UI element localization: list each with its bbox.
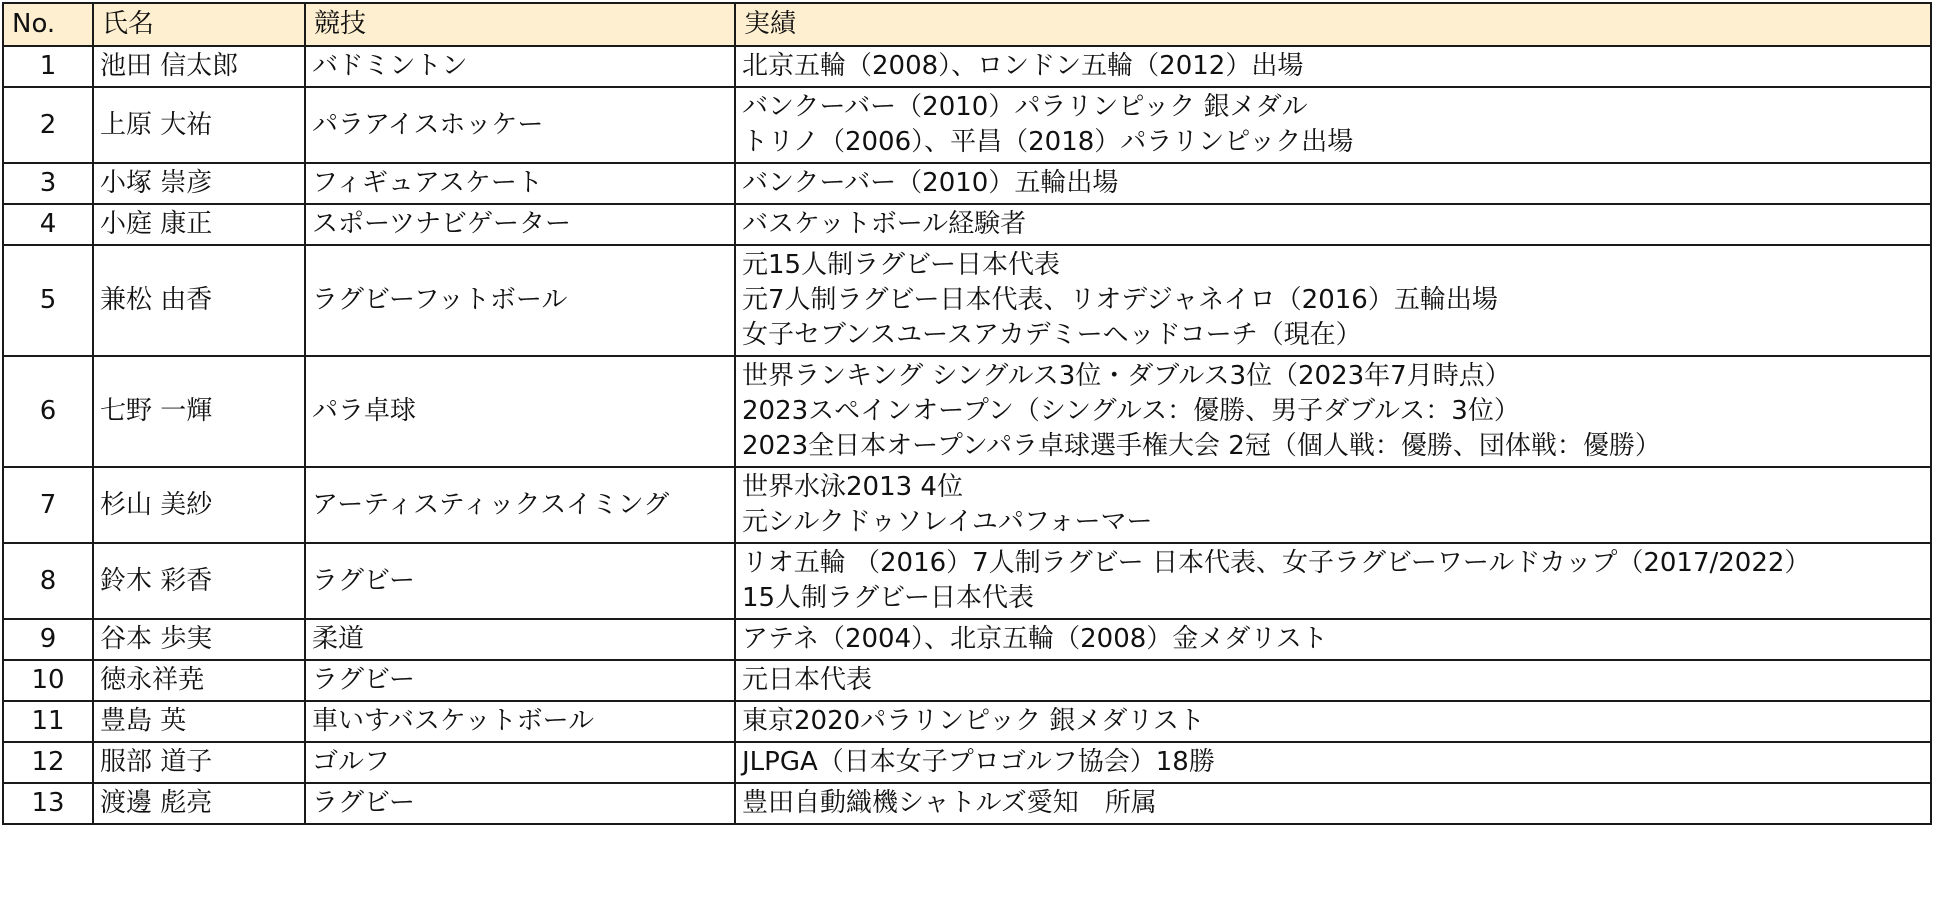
table-row xyxy=(3,245,1931,356)
header-no: No. xyxy=(3,3,93,46)
row-number: 13 xyxy=(3,783,93,824)
athlete-name: 鈴木 彩香 xyxy=(93,543,305,619)
table-row xyxy=(3,619,1931,660)
table-row xyxy=(3,467,1931,543)
achievement-line: 東京2020パラリンピック 銀メダリスト xyxy=(742,706,1205,736)
table-body xyxy=(3,46,1931,824)
athlete-name: 上原 大祐 xyxy=(93,87,305,163)
row-number: 7 xyxy=(3,467,93,543)
sport: ラグビー xyxy=(305,543,735,619)
achievements xyxy=(735,742,1931,783)
achievements xyxy=(735,245,1931,356)
achievement-line: 2023全日本オープンパラ卓球選手権大会 2冠（個人戦：優勝、団体戦：優勝） xyxy=(742,431,1661,461)
table-row xyxy=(3,701,1931,742)
achievement-line: 北京五輪（2008）、ロンドン五輪（2012）出場 xyxy=(742,51,1304,81)
achievement-line: 世界水泳2013 4位 xyxy=(742,472,963,502)
sport: アーティスティックスイミング xyxy=(305,467,735,543)
sport: ラグビーフットボール xyxy=(305,245,735,356)
row-number: 9 xyxy=(3,619,93,660)
sport: ラグビー xyxy=(305,660,735,701)
achievement-line: アテネ（2004）、北京五輪（2008）金メダリスト xyxy=(742,624,1328,654)
row-number: 1 xyxy=(3,46,93,87)
athlete-name: 七野 一輝 xyxy=(93,356,305,467)
header-sport: 競技 xyxy=(305,3,735,46)
athlete-name: 谷本 歩実 xyxy=(93,619,305,660)
achievement-line: JLPGA（日本女子プロゴルフ協会）18勝 xyxy=(742,747,1215,777)
table-row xyxy=(3,163,1931,204)
achievement-line: 2023スペインオープン（シングルス：優勝、男子ダブルス：3位） xyxy=(742,396,1520,426)
header-achievements: 実績 xyxy=(735,3,1931,46)
achievements xyxy=(735,660,1931,701)
sport: 車いすバスケットボール xyxy=(305,701,735,742)
sport: バドミントン xyxy=(305,46,735,87)
achievements xyxy=(735,87,1931,163)
header-row xyxy=(3,3,1931,46)
achievement-line: 豊田自動織機シャトルズ愛知 所属 xyxy=(742,788,1157,818)
achievement-line: 15人制ラグビー日本代表 xyxy=(742,583,1035,613)
athlete-name: 兼松 由香 xyxy=(93,245,305,356)
achievements xyxy=(735,619,1931,660)
row-number: 4 xyxy=(3,204,93,245)
row-number: 2 xyxy=(3,87,93,163)
sport: 柔道 xyxy=(305,619,735,660)
sport: ゴルフ xyxy=(305,742,735,783)
achievements xyxy=(735,783,1931,824)
achievements xyxy=(735,467,1931,543)
table-row xyxy=(3,660,1931,701)
achievement-line: バンクーバー（2010）パラリンピック 銀メダル xyxy=(742,92,1308,122)
athlete-name: 小庭 康正 xyxy=(93,204,305,245)
achievements xyxy=(735,356,1931,467)
table-row xyxy=(3,783,1931,824)
achievement-line: バンクーバー（2010）五輪出場 xyxy=(742,168,1119,198)
sport: フィギュアスケート xyxy=(305,163,735,204)
table-row xyxy=(3,204,1931,245)
achievement-line: 元15人制ラグビー日本代表 xyxy=(742,250,1061,280)
athlete-name: 小塚 崇彦 xyxy=(93,163,305,204)
row-number: 10 xyxy=(3,660,93,701)
row-number: 11 xyxy=(3,701,93,742)
achievement-line: トリノ（2006）、平昌（2018）パラリンピック出場 xyxy=(742,127,1354,157)
row-number: 3 xyxy=(3,163,93,204)
sport: パラ卓球 xyxy=(305,356,735,467)
achievement-line: 女子セブンスユースアカデミーヘッドコーチ（現在） xyxy=(742,320,1362,350)
achievements xyxy=(735,163,1931,204)
row-number: 12 xyxy=(3,742,93,783)
athlete-name: 渡邊 彪亮 xyxy=(93,783,305,824)
achievements xyxy=(735,701,1931,742)
achievements xyxy=(735,204,1931,245)
achievement-line: 元7人制ラグビー日本代表、リオデジャネイロ（2016）五輪出場 xyxy=(742,285,1498,315)
athlete-name: 服部 道子 xyxy=(93,742,305,783)
achievement-line: バスケットボール経験者 xyxy=(742,209,1027,239)
athlete-name: 池田 信太郎 xyxy=(93,46,305,87)
table-row xyxy=(3,46,1931,87)
header-name: 氏名 xyxy=(93,3,305,46)
athletes-table xyxy=(2,2,1932,825)
sport: パラアイスホッケー xyxy=(305,87,735,163)
achievement-line: 世界ランキング シングルス3位・ダブルス3位（2023年7月時点） xyxy=(742,361,1511,391)
row-number: 5 xyxy=(3,245,93,356)
sport: スポーツナビゲーター xyxy=(305,204,735,245)
row-number: 6 xyxy=(3,356,93,467)
row-number: 8 xyxy=(3,543,93,619)
table-row xyxy=(3,543,1931,619)
achievement-line: リオ五輪 （2016）7人制ラグビー 日本代表、女子ラグビーワールドカップ（2017/2022） xyxy=(742,548,1811,578)
table-row xyxy=(3,356,1931,467)
sport: ラグビー xyxy=(305,783,735,824)
athlete-name: 杉山 美紗 xyxy=(93,467,305,543)
athlete-name: 徳永祥尭 xyxy=(93,660,305,701)
achievement-line: 元シルクドゥソレイユパフォーマー xyxy=(742,507,1153,537)
achievement-line: 元日本代表 xyxy=(742,665,873,695)
achievements xyxy=(735,46,1931,87)
athlete-name: 豊島 英 xyxy=(93,701,305,742)
table-row xyxy=(3,742,1931,783)
table-row xyxy=(3,87,1931,163)
achievements xyxy=(735,543,1931,619)
table-header xyxy=(3,3,1931,46)
